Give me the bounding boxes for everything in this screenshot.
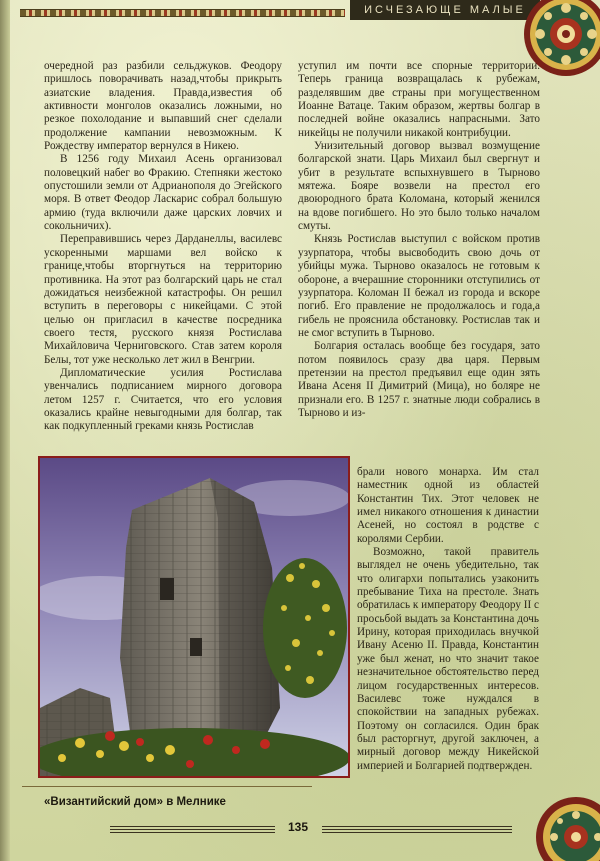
paragraph: Унизительный договор вызвал возмущение болгарской знати. Царь Михаил был свергнут и убит в результате вспыхнувшего в Тырново мятежа. Бояре возвели на престол его двоюродного брата Коломана, который женился на вдове погибшего. Но это было только началом смуты. [298,140,540,233]
section-title: ИСЧЕЗАЮЩЕ МАЛЫЕ [350,0,540,20]
paragraph: уступил им почти все спорные территории. Теперь граница возвращалась к рубежам, разделявшим две страны при могущественном Иоанне Ватаце. Таким образом, жертвы болгар в последней войне оказались напрасными. Зато никейцы не получили никакой контрибуции. [298,60,540,139]
byzantine-house-illustration [40,458,348,776]
paragraph: В 1256 году Михаил Асень организовал половецкий набег во Фракию. Степняки жестоко опустошили земли от Адрианополя до Эгейского моря. В ответ Феодор Ласкарис собрал большую армию (туда включили даже царских ловчих и сокольничих). [44,153,282,233]
footer-rule-right [322,826,512,834]
paragraph: брали нового монарха. Им стал наместник одной из областей Константин Тих. Этот человек не имел никакого отношения к династии Асеней, но состоял в родстве с королями Сербии. [357,466,539,545]
paragraph: Возможно, такой правитель выглядел не очень убедительно, так что олигархи попытались узаконить пребывание Тиха на престоле. Знать обратилась к императору Феодору II с просьбой выдать за Константина дочь Ирину, которая приходилась внучкой Ивану Асеню II. Правда, Константин уже был женат, но что значит такое незначительное обстоятельство перед лицом государственных интересов. Василевс тоже нуждался в спокойствии на западных рубежах. Поэтому он согласился. Один брак был расторгнут, другой заключен, а мирный договор между Никейской империей и Болгарией подтвержден. [357,546,539,772]
text-column-right-top [298,60,540,420]
photo-caption: «Византийский дом» в Мелнике [44,796,226,808]
paragraph: Князь Ростислав выступил с войском против узурпатора, чтобы высвободить свою дочь от убийцы мужа. Тырново оказалось не готовым к обороне, а вчерашние сторонники отступились от узурпатора. Коломан II бежал из города и вскоре погиб. Его правление не продолжалось и года,а гибель не прояснила обстановку. Ростислав так и не смог вступить в Тырново. [298,233,540,339]
paragraph: Переправившись через Дарданеллы, василевс ускоренными маршами вел войско к границе,чтобы вторгнуться на территорию противника. На этот раз болгарский царь не стал дожидаться неизбежной катастрофы. Он решил вступить в переговоры с никейцами. С этой целью он пригласил в качестве посредника своего тестя, русского князя Ростислава Михайловича Черниговского. Став затем короля Белы, тот уже несколько лет жил в Венгрии. [44,233,282,366]
running-header [20,0,526,22]
page-spine-shadow [0,0,10,861]
text-column-left [44,60,282,434]
caption-divider [22,786,312,787]
text-column-right-bottom [357,466,539,773]
paragraph: очередной раз разбили сельджуков. Феодору пришлось поворачивать назад,чтобы прикрыть азиатские владения. Правда,известия об активности монголов оказались ложными, но резкое похолодание и выпавший снег сделали продолжение кампании невозможным. К Рождеству император вернулся в Никею. [44,60,282,153]
header-ornament-strip [20,9,345,17]
paragraph: Дипломатические усилия Ростислава увенчались подписанием мирного договора летом 1257 г. Считается, что его условия оказались крайне невыгодными для болгар, так как подкупленный греками князь Ростислав [44,366,282,433]
footer-rule-left [110,826,275,834]
page-number: 135 [287,820,309,834]
rosette-ornament-icon [530,791,600,861]
tower-photo [38,456,350,778]
paragraph: Болгария осталась вообще без государя, зато потом появилось сразу два царя. Первым претензии на престол предъявил еще один зять Ивана Асеня II Димитрий (Мица), но боляре не признали его. В 1257 г. знатные люди собрались в Тырново и из- [298,340,540,419]
